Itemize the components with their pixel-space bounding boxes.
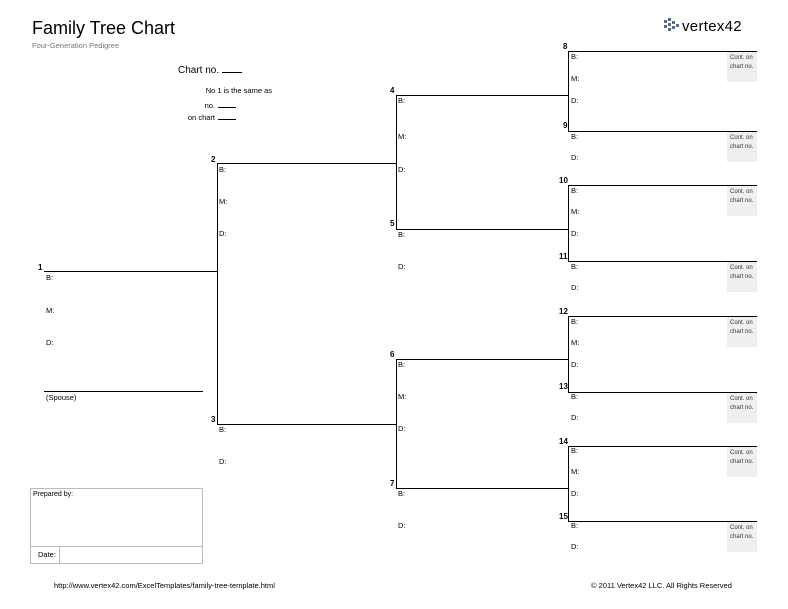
person-5-line[interactable] (396, 229, 568, 230)
person-2-died: D: (219, 229, 227, 238)
person-5-died: D: (398, 262, 406, 271)
cont-on-label: Cont. on (730, 189, 753, 195)
person-3-died: D: (219, 457, 227, 466)
person-6-line[interactable] (396, 359, 568, 360)
person-10-cont[interactable] (727, 186, 757, 216)
person-5-number: 5 (390, 219, 395, 228)
person-4-died: D: (398, 165, 406, 174)
person-14-married: M: (571, 467, 580, 476)
person-7-number: 7 (390, 479, 395, 488)
person-8-born: B: (571, 52, 579, 61)
person-6-born: B: (398, 360, 406, 369)
person-9-died: D: (571, 153, 579, 162)
date-label: Date: (38, 550, 56, 559)
cont-chart-label: chart no. (730, 459, 754, 465)
person-14-number: 14 (559, 437, 568, 446)
person-8-number: 8 (563, 42, 568, 51)
connector-4 (568, 51, 569, 131)
person-1-line[interactable] (44, 271, 217, 272)
footer-copyright: © 2011 Vertex42 LLC. All Rights Reserved (591, 581, 732, 590)
person-9-cont[interactable] (727, 132, 757, 162)
person-14-died: D: (571, 489, 579, 498)
person-13-born: B: (571, 392, 579, 401)
person-13-cont[interactable] (727, 393, 757, 423)
person-11-cont[interactable] (727, 262, 757, 292)
person-10-number: 10 (559, 176, 568, 185)
cont-chart-label: chart no. (730, 534, 754, 540)
person-10-born: B: (571, 186, 579, 195)
logo-text: vertex42 (682, 18, 742, 35)
same-as-no-label: no. (204, 101, 215, 110)
cont-on-label: Cont. on (730, 525, 753, 531)
person-12-married: M: (571, 338, 580, 347)
cont-chart-label: chart no. (730, 198, 754, 204)
person-7-died: D: (398, 521, 406, 530)
footer-url[interactable]: http://www.vertex42.com/ExcelTemplates/family-tree-template.html (54, 581, 275, 590)
person-11-number: 11 (559, 252, 568, 261)
person-12-born: B: (571, 317, 579, 326)
person-13-number: 13 (559, 382, 568, 391)
person-13-died: D: (571, 413, 579, 422)
person-7-line[interactable] (396, 488, 568, 489)
connector-5 (568, 185, 569, 261)
person-14-cont[interactable] (727, 447, 757, 477)
person-6-number: 6 (390, 350, 395, 359)
cont-on-label: Cont. on (730, 265, 753, 271)
date-field-divider (59, 547, 60, 563)
person-4-married: M: (398, 132, 407, 141)
cont-chart-label: chart no. (730, 329, 754, 335)
person-4-born: B: (398, 96, 406, 105)
cont-chart-label: chart no. (730, 64, 754, 70)
same-as-chart-blank[interactable] (218, 110, 236, 120)
cont-chart-label: chart no. (730, 405, 754, 411)
chart-number-field[interactable] (178, 63, 242, 76)
connector-7 (568, 446, 569, 521)
person-6-married: M: (398, 392, 407, 401)
same-as-line1: No 1 is the same as (205, 86, 272, 95)
person-14-born: B: (571, 446, 579, 455)
page-title: Family Tree Chart (32, 18, 176, 38)
person-1-number: 1 (38, 263, 43, 272)
person-2-born: B: (219, 165, 227, 174)
same-as-no-blank[interactable] (218, 98, 236, 108)
logo-mark-icon (662, 14, 762, 38)
person-3-born: B: (219, 425, 227, 434)
vertex42-logo (662, 14, 762, 38)
cont-on-label: Cont. on (730, 450, 753, 456)
same-as-line2[interactable] (180, 98, 236, 110)
cont-chart-label: chart no. (730, 144, 754, 150)
person-8-died: D: (571, 96, 579, 105)
same-as-line3[interactable] (170, 110, 236, 122)
person-12-cont[interactable] (727, 317, 757, 347)
person-12-died: D: (571, 360, 579, 369)
person-1-born: B: (46, 273, 54, 282)
person-15-died: D: (571, 542, 579, 551)
person-2-line[interactable] (217, 163, 396, 164)
person-4-number: 4 (390, 86, 395, 95)
cont-chart-label: chart no. (730, 274, 754, 280)
spouse-label: (Spouse) (46, 393, 77, 402)
person-6-died: D: (398, 424, 406, 433)
cont-on-label: Cont. on (730, 396, 753, 402)
person-2-number: 2 (211, 155, 216, 164)
person-3-line[interactable] (217, 424, 396, 425)
prepared-by-box[interactable] (30, 488, 203, 564)
person-8-married: M: (571, 74, 580, 83)
cont-on-label: Cont. on (730, 320, 753, 326)
person-5-born: B: (398, 230, 406, 239)
date-row[interactable] (31, 546, 202, 563)
person-3-number: 3 (211, 415, 216, 424)
cont-on-label: Cont. on (730, 135, 753, 141)
person-11-died: D: (571, 283, 579, 292)
cont-on-label: Cont. on (730, 55, 753, 61)
spouse-line[interactable] (44, 391, 203, 392)
person-9-number: 9 (563, 121, 568, 130)
person-1-married: M: (46, 306, 55, 315)
connector-3 (396, 359, 397, 488)
person-10-married: M: (571, 207, 580, 216)
person-15-born: B: (571, 521, 579, 530)
connector-2 (396, 95, 397, 229)
chart-number-blank[interactable] (222, 63, 242, 73)
person-2-married: M: (219, 197, 228, 206)
page-subtitle: Four-Generation Pedigree (32, 41, 120, 50)
chart-number-label: Chart no. (178, 65, 220, 76)
prepared-by-label: Prepared by: (33, 491, 74, 498)
connector-6 (568, 316, 569, 392)
same-as-chart-label: on chart (187, 113, 215, 122)
person-11-born: B: (571, 262, 579, 271)
person-9-born: B: (571, 132, 579, 141)
person-15-cont[interactable] (727, 522, 757, 552)
person-12-number: 12 (559, 307, 568, 316)
person-7-born: B: (398, 489, 406, 498)
person-4-line[interactable] (396, 95, 568, 96)
connector-1 (217, 163, 218, 424)
person-8-cont[interactable] (727, 52, 757, 82)
person-1-died: D: (46, 338, 54, 347)
person-15-number: 15 (559, 512, 568, 521)
person-10-died: D: (571, 229, 579, 238)
